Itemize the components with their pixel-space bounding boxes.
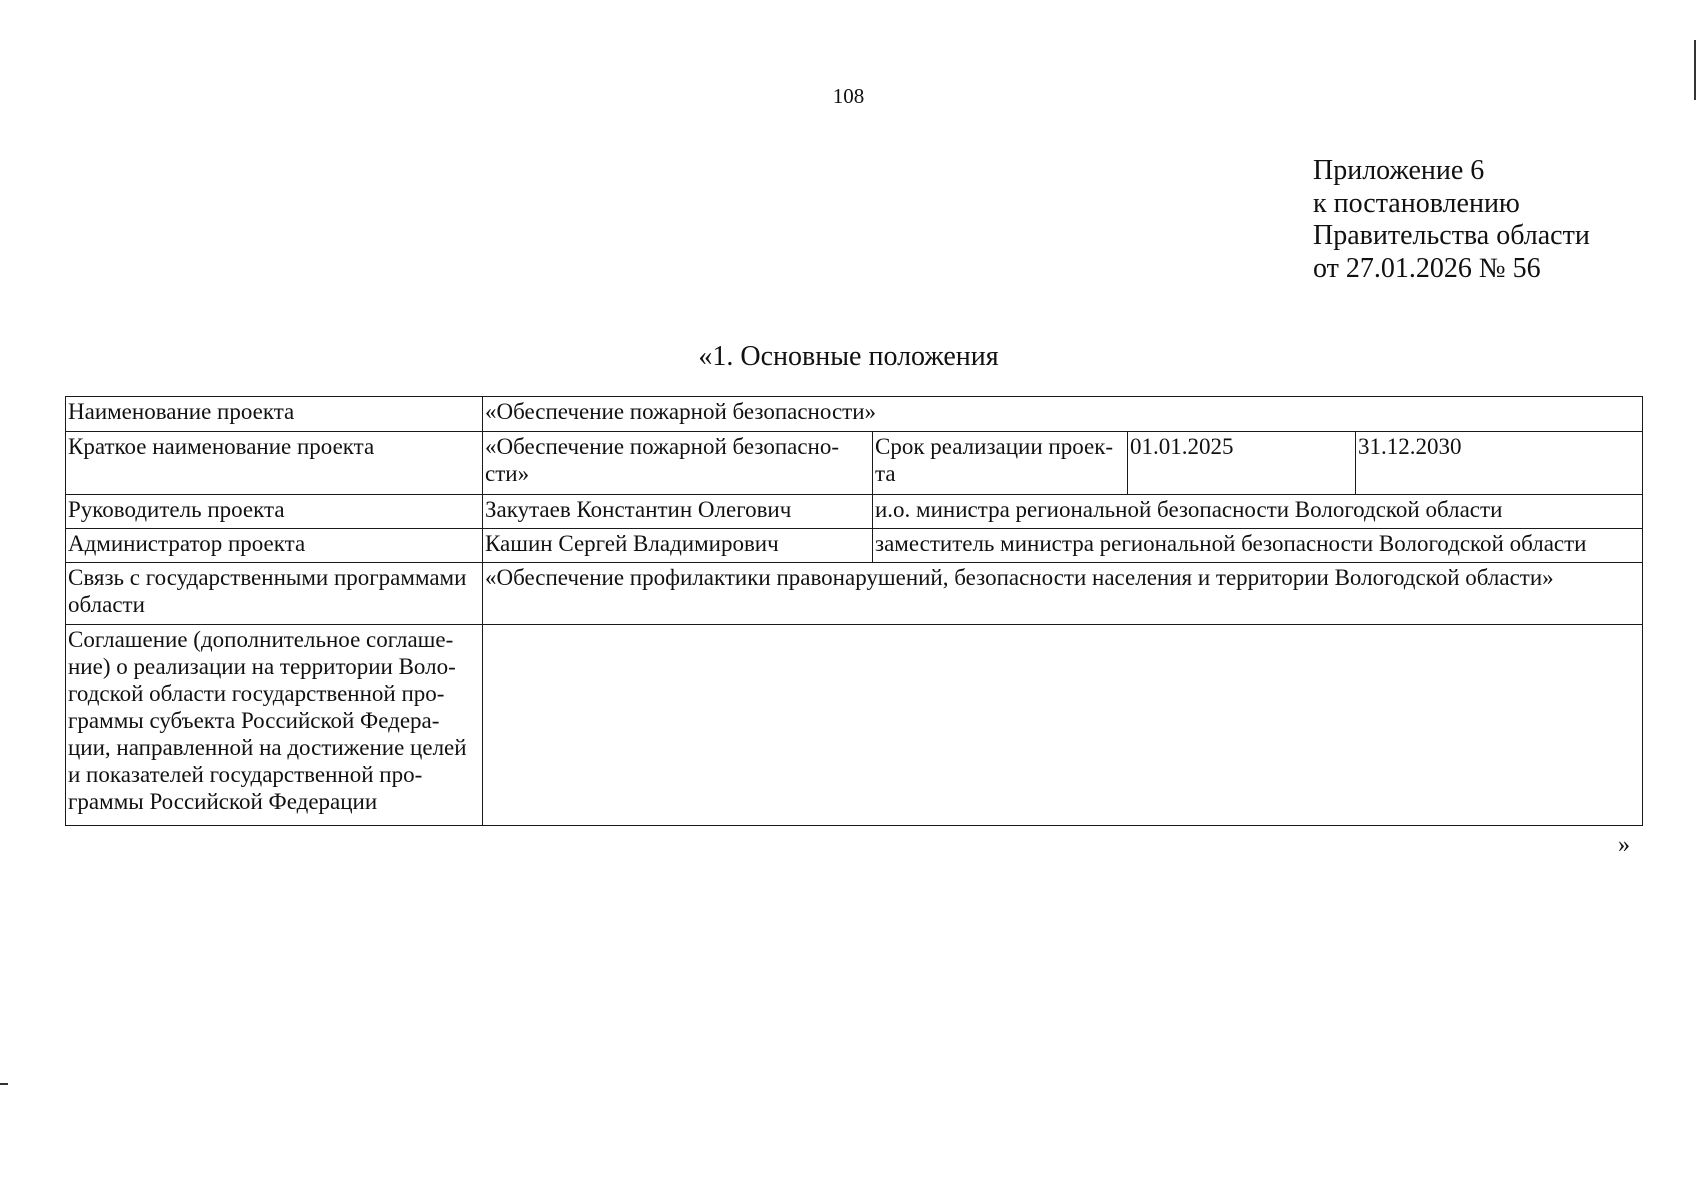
- section-title: «1. Основные положения: [698, 341, 999, 372]
- agreement-value: [483, 625, 1643, 826]
- appendix-line-1: Приложение 6: [1313, 155, 1485, 186]
- table-row-head: [66, 495, 1643, 529]
- programs-value: «Обеспечение профилактики правонарушений, безопасности населения и территории Вологодской области»: [483, 563, 1643, 625]
- table-row-short-name: [66, 432, 1643, 495]
- table-row-administrator: [66, 529, 1643, 563]
- scan-edge-mark-right: [1694, 40, 1696, 100]
- table-row-agreement: [66, 625, 1643, 826]
- administrator-label: Администратор проекта: [66, 529, 483, 563]
- head-name: Закутаев Константин Олегович: [483, 495, 873, 529]
- project-name-label: Наименование проекта: [66, 397, 483, 432]
- project-info-table: [65, 396, 1643, 826]
- appendix-block: [1313, 155, 1590, 285]
- head-label: Руководитель проекта: [66, 495, 483, 529]
- start-date: 01.01.2025: [1128, 432, 1356, 495]
- closing-quote: »: [1618, 832, 1630, 858]
- programs-label: Связь с государственными программами области: [66, 563, 483, 625]
- end-date: 31.12.2030: [1356, 432, 1643, 495]
- appendix-line-3: Правительства области: [1313, 220, 1590, 251]
- short-name-label: Краткое наименование проекта: [66, 432, 483, 495]
- agreement-label: Соглашение (дополнительное соглаше-ние) о реализации на территории Воло-годской области государственной про-граммы субъекта Российской Федера-ции, направленной на достижение целей и показателей государственной про-граммы Российской Федерации: [66, 625, 483, 826]
- project-name-value: «Обеспечение пожарной безопасности»: [483, 397, 1643, 432]
- scan-edge-mark-left: [0, 1083, 8, 1085]
- administrator-position: заместитель министра региональной безопасности Вологодской области: [873, 529, 1643, 563]
- appendix-line-2: к постановлению: [1313, 187, 1520, 219]
- period-label: Срок реализации проек-та: [873, 432, 1128, 495]
- table-row-project-name: [66, 397, 1643, 432]
- short-name-value: «Обеспечение пожарной безопасно-сти»: [483, 432, 873, 495]
- head-position: и.о. министра региональной безопасности Вологодской области: [873, 495, 1643, 529]
- page-number: 108: [832, 84, 865, 108]
- administrator-name: Кашин Сергей Владимирович: [483, 529, 873, 563]
- appendix-line-4: от 27.01.2026 № 56: [1313, 252, 1541, 284]
- table-row-programs: [66, 563, 1643, 625]
